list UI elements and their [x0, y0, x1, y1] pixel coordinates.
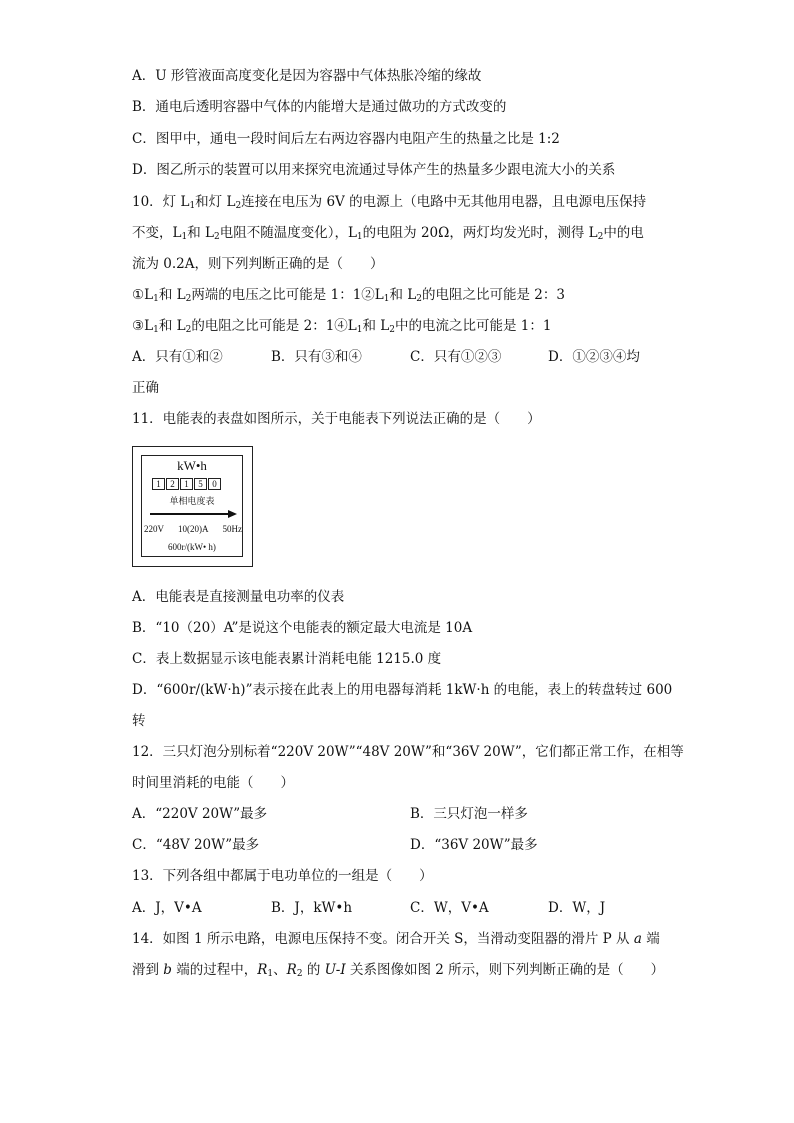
- meter-digit: 1: [152, 478, 165, 490]
- meter-face: [141, 455, 243, 557]
- q9-option-d: D．图乙所示的装置可以用来探究电流通过导体产生的热量多少跟电流大小的关系: [132, 162, 616, 178]
- q12-stem-line1: 12．三只灯泡分别标着“220V 20W”“48V 20W”和“36V 20W”，它们都正常工作，在相等: [132, 744, 684, 760]
- q13-option-a: A．J，V•A: [132, 900, 202, 916]
- q9-option-b: B．通电后透明容器中气体的内能增大是通过做功的方式改变的: [132, 99, 507, 115]
- q14-stem-line1: 14．如图 1 所示电路，电源电压保持不变。闭合开关 S，当滑动变阻器的滑片 P 从 a 端: [132, 931, 660, 947]
- q11-option-d: D．“600r/(kW·h)”表示接在此表上的用电器每消耗 1kW·h 的电能，表上的转盘转过 600: [132, 682, 673, 698]
- q10-option-d-cont: 正确: [132, 380, 159, 396]
- q13-option-d: D．W，J: [548, 900, 606, 916]
- meter-type-label: 单相电度表: [169, 497, 215, 507]
- meter-digit: 1: [180, 478, 193, 490]
- q12-stem-line2: 时间里消耗的电能（ ）: [132, 775, 294, 791]
- q10-stem-line1: 10．灯 $L_1$和灯 $L_2$连接在电压为 6V 的电源上（电路中无其他用电器，且电源电压保持: [132, 194, 647, 211]
- q9-option-c: C．图甲中，通电一段时间后左右两边容器内电阻产生的热量之比是 1:2: [132, 131, 560, 147]
- q13-option-b: B．J，kW•h: [271, 900, 353, 916]
- q10-stem-line2: 不变，$L_1$和 $L_2$电阻不随温度变化），$L_1$的电阻为 20Ω，两灯均发光时，测得 $L_2$中的电: [132, 225, 644, 242]
- q12-option-a: A．“220V 20W”最多: [132, 806, 268, 822]
- q13-stem: 13．下列各组中都属于电功单位的一组是（ ）: [132, 868, 433, 884]
- q11-option-d-cont: 转: [132, 713, 146, 729]
- q13-option-c: C．W，V•A: [410, 900, 489, 916]
- meter-digit: 2: [166, 478, 179, 490]
- meter-frequency: 50Hz: [222, 524, 242, 534]
- q14-stem-line2: 滑到 b 端的过程中，$R_1$、$R_2$ 的 U-I 关系图像如图 2 所示，则下列判断正确的是（ ）: [132, 962, 665, 979]
- q10-option-d: D．①②③④均: [548, 349, 640, 365]
- q11-option-b: B．“10（20）A”是说这个电能表的额定最大电流是 10A: [132, 620, 473, 636]
- q11-option-c: C．表上数据显示该电能表累计消耗电能 1215.0 度: [132, 651, 442, 667]
- q10-statements-3-4: $③L_1$和 $L_2$的电阻之比可能是 2：$1④L_1$和 $L_2$中的电流之比可能是 1：1: [132, 318, 552, 335]
- q9-option-a: A．U 形管液面高度变化是因为容器中气体热胀冷缩的缘故: [132, 68, 482, 84]
- q10-stem-line3: 流为 0.2A，则下列判断正确的是（ ）: [132, 256, 384, 272]
- q10-option-b: B．只有③和④: [271, 349, 362, 365]
- meter-current: 10(20)A: [178, 524, 209, 534]
- q12-option-b: B．三只灯泡一样多: [410, 806, 528, 822]
- q12-option-c: C．“48V 20W”最多: [132, 837, 260, 853]
- meter-unit: kW•h: [177, 458, 207, 473]
- meter-digits: [152, 478, 222, 490]
- electric-meter-figure: [132, 446, 253, 567]
- meter-digit: 5: [194, 478, 207, 490]
- q12-option-d: D．“36V 20W”最多: [410, 837, 538, 853]
- q10-statements-1-2: $①L_1$和 $L_2$两端的电压之比可能是 1：$1②L_1$和 $L_2$的电阻之比可能是 2：3: [132, 287, 565, 304]
- q11-option-a: A．电能表是直接测量电功率的仪表: [132, 589, 345, 605]
- meter-arrow-icon: [148, 509, 238, 519]
- meter-voltage: 220V: [144, 524, 164, 534]
- q11-stem: 11．电能表的表盘如图所示，关于电能表下列说法正确的是（ ）: [132, 411, 541, 427]
- meter-digit-decimal: 0: [208, 478, 221, 490]
- q10-option-a: A．只有①和②: [132, 349, 223, 365]
- meter-revolutions: 600r/(kW• h): [168, 542, 216, 552]
- q10-option-c: C．只有①②③: [410, 349, 502, 365]
- meter-specs: [144, 524, 242, 534]
